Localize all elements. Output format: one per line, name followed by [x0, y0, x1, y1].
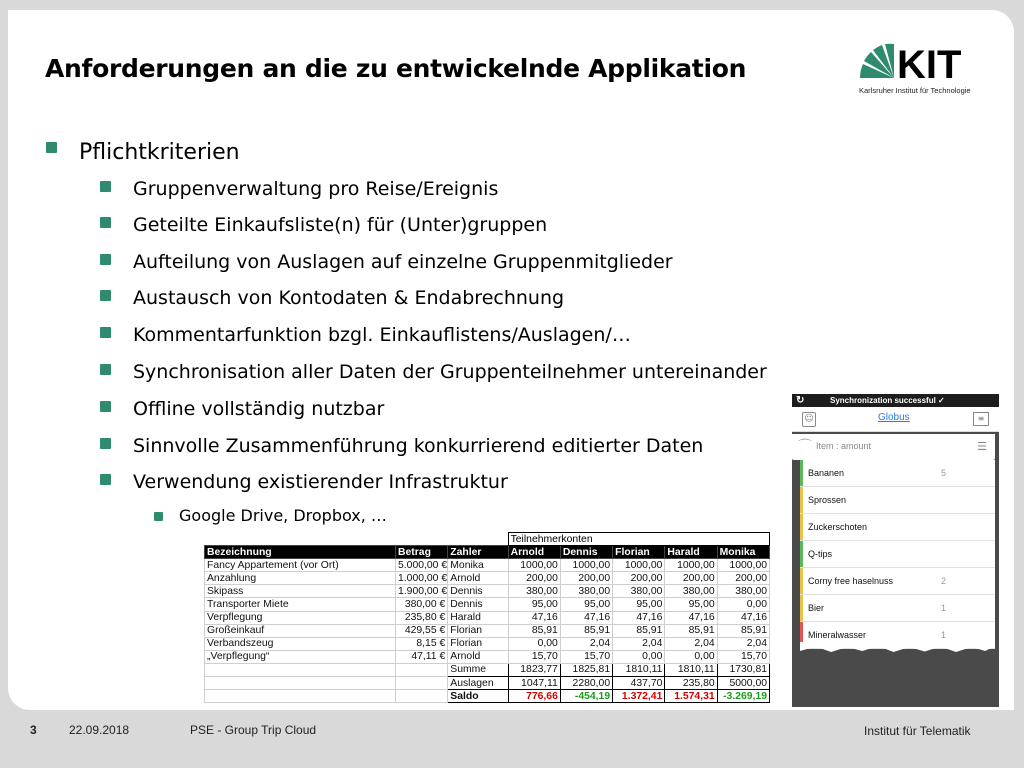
- summary-value: 1810,11: [665, 663, 717, 676]
- table-cell: 47,16: [665, 611, 717, 624]
- item-name: Bananen: [808, 468, 845, 478]
- expense-spreadsheet: [204, 532, 770, 710]
- table-cell: 429,55 €: [396, 624, 448, 637]
- summary-row: [205, 663, 770, 676]
- paperclip-icon: ⌒: [798, 439, 812, 455]
- table-cell: Fancy Appartement (vor Ort): [205, 559, 396, 572]
- bullet-icon: [100, 290, 111, 301]
- kit-logo-text: KIT: [897, 43, 962, 87]
- item-input-row: [792, 434, 995, 460]
- table-cell: Verbandszeug: [205, 637, 396, 650]
- table-cell: 235,80 €: [396, 611, 448, 624]
- table-row: [205, 572, 770, 585]
- status-color-bar: [800, 514, 803, 540]
- table-cell: Verpflegung: [205, 611, 396, 624]
- table-cell: 200,00: [665, 572, 717, 585]
- torn-edge: [800, 642, 995, 652]
- table-cell: Arnold: [448, 572, 508, 585]
- column-header: Monika: [717, 546, 769, 559]
- bullet-icon: [100, 327, 111, 338]
- requirement-item: Gruppenverwaltung pro Reise/Ereignis: [133, 178, 499, 200]
- summary-value: 1730,81: [717, 663, 769, 676]
- summary-label: Summe: [448, 663, 508, 676]
- slide-title: Anforderungen an die zu entwickelnde Applikation: [45, 54, 747, 83]
- table-cell: 2,04: [665, 637, 717, 650]
- table-cell: Dennis: [448, 585, 508, 598]
- phone-screenshot: [792, 394, 999, 707]
- column-header: Florian: [613, 546, 665, 559]
- table-cell: 85,91: [613, 624, 665, 637]
- column-header: Bezeichnung: [205, 546, 396, 559]
- table-cell: 380,00 €: [396, 598, 448, 611]
- bullet-icon: [100, 401, 111, 412]
- table-cell: 0,00: [508, 637, 560, 650]
- requirement-item: Geteilte Einkaufsliste(n) für (Unter)gruppen: [133, 214, 548, 236]
- sync-status-bar: [792, 394, 999, 407]
- table-row: [205, 611, 770, 624]
- table-cell: 95,00: [613, 598, 665, 611]
- table-cell: Arnold: [448, 650, 508, 663]
- table-cell: 2,04: [560, 637, 612, 650]
- item-quantity: 1: [941, 630, 947, 640]
- table-cell: 47,16: [508, 611, 560, 624]
- summary-row: [205, 677, 770, 690]
- bullet-icon: [100, 438, 111, 449]
- slide: [8, 10, 1014, 710]
- table-cell: Transporter Miete: [205, 598, 396, 611]
- column-header: Betrag: [396, 546, 448, 559]
- table-cell: Florian: [448, 624, 508, 637]
- item-name: Sprossen: [808, 495, 847, 505]
- table-cell: 200,00: [508, 572, 560, 585]
- sync-icon[interactable]: ↻: [796, 395, 805, 406]
- bullet-icon: [100, 181, 111, 192]
- summary-value: 1.574,31: [665, 690, 717, 703]
- table-cell: 47,16: [560, 611, 612, 624]
- requirement-item: Verwendung existierender Infrastruktur: [133, 471, 508, 493]
- summary-label: Saldo: [448, 690, 508, 703]
- summary-value: 5000,00: [717, 677, 769, 690]
- footer-institute: Institut für Telematik: [864, 724, 971, 738]
- table-cell: 1.900,00 €: [396, 585, 448, 598]
- list-icon[interactable]: ≡: [973, 412, 989, 426]
- table-cell: 85,91: [717, 624, 769, 637]
- item-name: Corny free haselnuss: [808, 576, 894, 586]
- column-header: Zahler: [448, 546, 508, 559]
- heading-pflichtkriterien: Pflichtkriterien: [79, 140, 240, 165]
- bullet-icon: [100, 474, 111, 485]
- requirement-item: Sinnvolle Zusammenführung konkurrierend editierter Daten: [133, 435, 704, 457]
- table-cell: 1000,00: [560, 559, 612, 572]
- list-item[interactable]: [800, 595, 995, 622]
- list-item[interactable]: [800, 541, 995, 568]
- kit-logo: [854, 34, 984, 94]
- list-item[interactable]: [800, 514, 995, 541]
- table-cell: Skipass: [205, 585, 396, 598]
- table-cell: 0,00: [613, 650, 665, 663]
- table-cell: 0,00: [717, 598, 769, 611]
- table-cell: 2,04: [613, 637, 665, 650]
- summary-value: 235,80: [665, 677, 717, 690]
- table-cell: Florian: [448, 637, 508, 650]
- status-color-bar: [800, 487, 803, 513]
- requirement-item: Offline vollständig nutzbar: [133, 398, 385, 420]
- summary-value: 1047,11: [508, 677, 560, 690]
- table-cell: 1000,00: [508, 559, 560, 572]
- item-quantity: 2: [941, 576, 947, 586]
- summary-value: 437,70: [613, 677, 665, 690]
- bullet-icon: [100, 364, 111, 375]
- participant-accounts-header: Teilnehmerkonten: [508, 533, 769, 546]
- table-cell: 380,00: [613, 585, 665, 598]
- column-header: Arnold: [508, 546, 560, 559]
- item-name: Mineralwasser: [808, 630, 867, 640]
- table-cell: 15,70: [717, 650, 769, 663]
- item-quantity: 1: [941, 603, 947, 613]
- table-cell: Monika: [448, 559, 508, 572]
- footer-date: 22.09.2018: [69, 723, 130, 737]
- table-cell: 200,00: [613, 572, 665, 585]
- summary-value: 776,66: [508, 690, 560, 703]
- table-cell: 200,00: [560, 572, 612, 585]
- requirement-item: Aufteilung von Auslagen auf einzelne Gruppenmitglieder: [133, 251, 673, 273]
- table-cell: 380,00: [560, 585, 612, 598]
- summary-row: [205, 690, 770, 703]
- table-cell: 8,15 €: [396, 637, 448, 650]
- summary-label: Auslagen: [448, 677, 508, 690]
- table-cell: 85,91: [665, 624, 717, 637]
- item-name: Zuckerschoten: [808, 522, 868, 532]
- table-cell: Großeinkauf: [205, 624, 396, 637]
- table-cell: „Verpflegung“: [205, 650, 396, 663]
- sub-bullet-text: Google Drive, Dropbox, …: [179, 506, 387, 525]
- footer-project: PSE - Group Trip Cloud: [190, 723, 317, 737]
- status-color-bar: [800, 568, 803, 594]
- sync-status-text: Synchronization successful ✓: [830, 396, 945, 405]
- table-row: [205, 637, 770, 650]
- status-color-bar: [800, 541, 803, 567]
- bullet-icon: [100, 217, 111, 228]
- summary-value: 2280,00: [560, 677, 612, 690]
- summary-value: 1823,77: [508, 663, 560, 676]
- bullet-icon: [46, 142, 57, 153]
- table-cell: Anzahlung: [205, 572, 396, 585]
- table-cell: 1000,00: [717, 559, 769, 572]
- table-cell: 15,70: [560, 650, 612, 663]
- table-cell: 15,70: [508, 650, 560, 663]
- table-cell: Harald: [448, 611, 508, 624]
- table-cell: 0,00: [665, 650, 717, 663]
- shopping-list: [800, 460, 995, 649]
- requirement-item: Austausch von Kontodaten & Endabrechnung: [133, 287, 565, 309]
- table-cell: 47,16: [717, 611, 769, 624]
- table-cell: 1.000,00 €: [396, 572, 448, 585]
- phone-toolbar: [792, 407, 999, 432]
- list-item[interactable]: [800, 460, 995, 487]
- summary-value: -454,19: [560, 690, 612, 703]
- table-row: [205, 598, 770, 611]
- table-cell: 5.000,00 €: [396, 559, 448, 572]
- status-color-bar: [800, 595, 803, 621]
- table-cell: 380,00: [508, 585, 560, 598]
- menu-icon[interactable]: ☰: [977, 440, 987, 453]
- status-color-bar: [800, 460, 803, 486]
- table-cell: 47,11 €: [396, 650, 448, 663]
- table-cell: 85,91: [560, 624, 612, 637]
- table-cell: 95,00: [560, 598, 612, 611]
- page-number: 3: [30, 723, 37, 737]
- user-icon[interactable]: ☺: [802, 412, 816, 427]
- summary-value: 1.372,41: [613, 690, 665, 703]
- requirement-item: Kommentarfunktion bzgl. Einkauflistens/Auslagen/…: [133, 324, 631, 346]
- store-link[interactable]: Globus: [878, 412, 910, 423]
- table-row: [205, 585, 770, 598]
- bullet-icon: [100, 254, 111, 265]
- list-item[interactable]: [800, 487, 995, 514]
- requirement-item: Synchronisation aller Daten der Gruppenteilnehmer untereinander: [133, 361, 767, 383]
- kit-logo-subtitle: Karlsruher Institut für Technologie: [859, 86, 971, 95]
- table-cell: 380,00: [717, 585, 769, 598]
- list-item[interactable]: [800, 568, 995, 595]
- table-row: [205, 624, 770, 637]
- bullet-icon: [154, 512, 163, 521]
- table-cell: Dennis: [448, 598, 508, 611]
- table-cell: 380,00: [665, 585, 717, 598]
- item-name: Bier: [808, 603, 825, 613]
- table-cell: 95,00: [508, 598, 560, 611]
- item-name: Q-tips: [808, 549, 833, 559]
- item-quantity: 5: [941, 468, 947, 478]
- table-cell: 200,00: [717, 572, 769, 585]
- table-cell: 85,91: [508, 624, 560, 637]
- table-cell: 1000,00: [665, 559, 717, 572]
- column-header: Dennis: [560, 546, 612, 559]
- table-row: [205, 650, 770, 663]
- table-cell: 2,04: [717, 637, 769, 650]
- table-cell: 47,16: [613, 611, 665, 624]
- column-header: Harald: [665, 546, 717, 559]
- summary-value: 1810,11: [613, 663, 665, 676]
- table-cell: 95,00: [665, 598, 717, 611]
- table-cell: 1000,00: [613, 559, 665, 572]
- table-row: [205, 559, 770, 572]
- item-input[interactable]: Item : amount: [816, 441, 872, 451]
- summary-value: 1825,81: [560, 663, 612, 676]
- summary-value: -3.269,19: [717, 690, 769, 703]
